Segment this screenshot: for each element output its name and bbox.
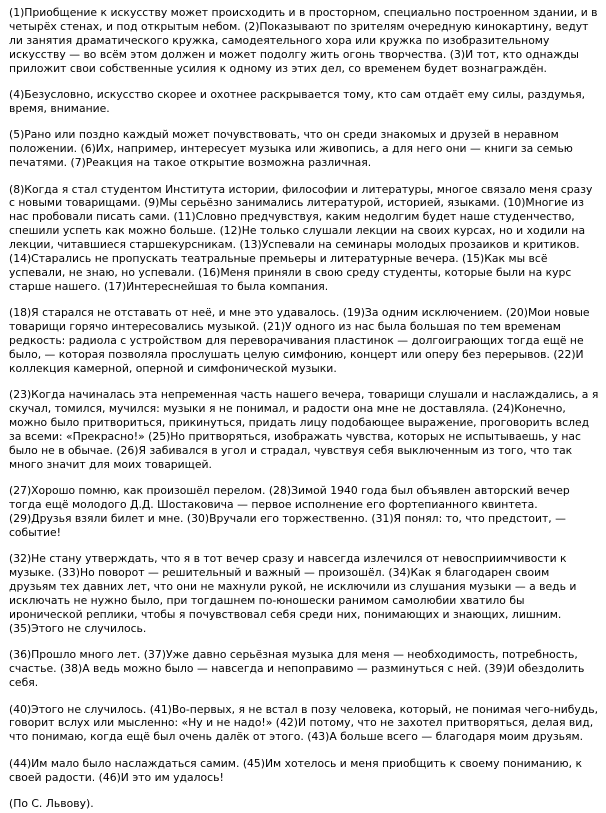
paragraph-9: (36)Прошло много лет. (37)Уже давно серьёзная музыка для меня — необходимость, потребность, счастье. (38)А ведь можно было — навсегда и непоправимо — разминуться с ней. (39)И обездолить себя. [9, 648, 585, 690]
paragraph-3: (5)Рано или поздно каждый может почувствовать, что он среди знакомых и друзей в неравном положении. (6)Их, например, интересует музыка или живопись, а для него они — книги за семью печатями. (7)Реакция на такое открытие возможна различная. [9, 128, 573, 170]
paragraph-6: (23)Когда начиналась эта непременная часть нашего вечера, товарищи слушали и наслаждались, а я скучал, томился, мучился: музыки я не понимал, и радости она мне не доставляла. (24)Конечно, можно было притвориться, прикинуться, придать лицу подобающее выражение, проговорить вслед за всеми: «Прекрасно!» (25)Но притворяться, изображать чувства, которых не испытываешь, у нас было не в обычае. (26)Я забивался в угол и страдал, чувствуя себя выключенным из того, что так много значит для моих товарищей. [9, 388, 599, 471]
paragraph-8: (32)Не стану утверждать, что я в тот вечер сразу и навсегда излечился от невосприимчивости к музыке. (33)Но поворот — решительный и важный — произошёл. (34)Как я благодарен своим друзьям тех давних лет, что они не махнули рукой, не исключили из слушания музыки — а ведь и исключать не нужно было, при тогдашнем по-юношески ранимом самолюбии хватило бы иронической реплики, чтобы я почувствовал себя среди них, понимающих и знающих, лишним. (35)Этого не случилось. [9, 552, 577, 635]
paragraph-5: (18)Я старался не отставать от неё, и мне это удавалось. (19)За одним исключением. (20)Мои новые товарищи горячо интересовались музыкой. (21)У одного из нас была большая по тем временам редкость: радиола с устройством для переворачивания пластинок — долгоиграющих тогда ещё не было, — которая позволяла прослушать целую симфонию, концерт или оперу без перерывов. (22)И коллекция камерной, оперной и симфонической музыки. [9, 306, 590, 375]
paragraph-10: (40)Этого не случилось. (41)Во-первых, я не встал в позу человека, который, не понимая чего-нибудь, говорит вслух или мысленно: «Ну и не надо!» (42)И потому, что не захотел притворяться, делая вид, что понимаю, когда ещё был очень далёк от этого. (43)А больше всего — благодаря моим друзьям. [9, 702, 599, 744]
paragraph-4: (8)Когда я стал студентом Института истории, философии и литературы, многое связало меня сразу с новыми товарищами. (9)Мы серьёзно занимались литературой, историей, языками. (10)Многие из нас пробовали писать сами. (11)Словно предчувствуя, каким недолгим будет наше студенчество, спешили успеть как можно больше. (12)Не только слушали лекции на своих курсах, но и ходили на лекции, читавшиеся старшекурсникам. (13)Успевали на семинары молодых прозаиков и критиков. (14)Старались не пропускать театральные премьеры и литературные вечера. (15)Как мы всё успевали, не знаю, но успевали. (16)Меня приняли в свою среду студенты, которые были на курс старше нашего. (17)Интереснейшая то была компания. [9, 182, 593, 293]
source-attribution: (По С. Львову). [9, 797, 94, 811]
paragraph-7: (27)Хорошо помню, как произошёл перелом. (28)Зимой 1940 года был объявлен авторский вечер тогда ещё молодого Д.Д. Шостаковича — первое исполнение его фортепианного квинтета. (29)Друзья взяли билет и мне. (30)Вручали его торжественно. (31)Я понял: то, что предстоит, — событие! [9, 484, 570, 539]
paragraph-1: (1)Приобщение к искусству может происходить и в просторном, специально построенном здании, и в четырёх стенах, и под открытым небом. (2)Показывают по зрителям очередную кинокартину, ведут ли занятия драматического кружка, самодеятельного хора или кружка по изобразительному искусству — во всём этом должен и может подолгу жить огонь творчества. (3)И тот, кто однажды приложит свои собственные усилия к одному из этих дел, со временем будет вознаграждён. [9, 6, 598, 75]
paragraph-2: (4)Безусловно, искусство скорее и охотнее раскрывается тому, кто сам отдаёт ему силы, раздумья, время, внимание. [9, 88, 586, 115]
paragraph-11: (44)Им мало было наслаждаться самим. (45)Им хотелось и меня приобщить к своему пониманию, к своей радости. (46)И это им удалось! [9, 756, 583, 784]
